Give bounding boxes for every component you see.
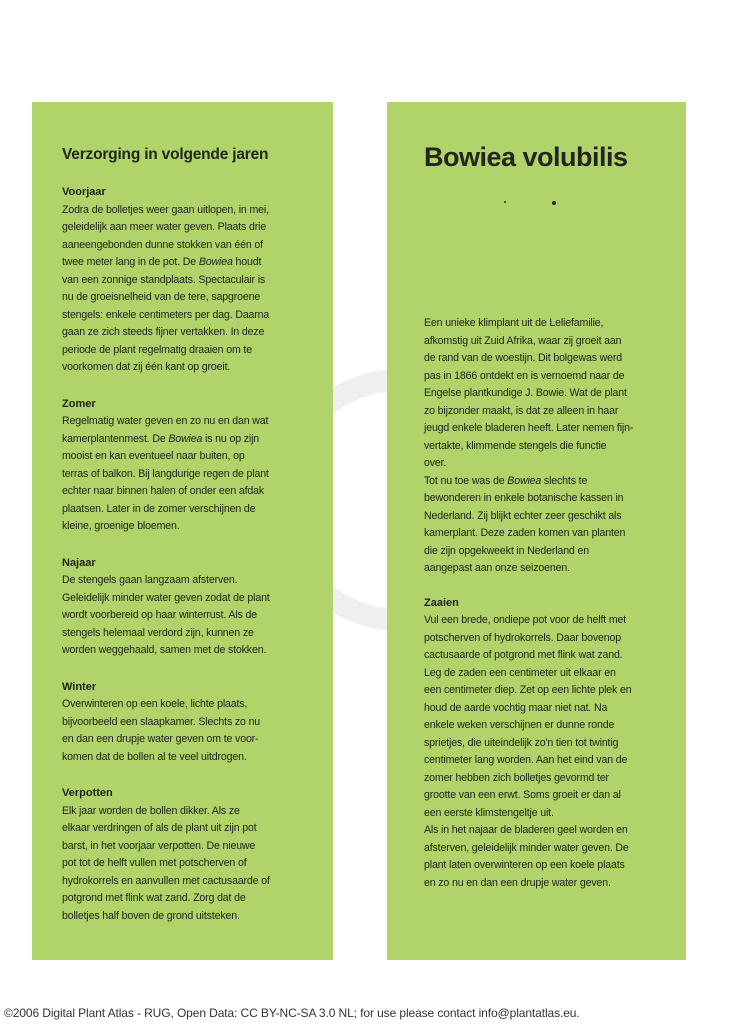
section-body: Regelmatig water geven en zo nu en dan wat kamerplantenmest. De Bowiea is nu op zijn mooist en kan eventueel naar buiten, op terras of balkon. Bij langdurige regen de plant echter naar binnen halen of onder een afdak plaatsen. Later in de zomer verschijnen de kleine, groenige bloemen.: [62, 415, 269, 532]
seed-dots: [424, 195, 656, 207]
section-heading: Najaar: [62, 556, 96, 569]
section-body: Overwinteren op een koele, lichte plaats, bijvoorbeeld een slaapkamer. Slechts zo nu en dan een drupje water geven om te voor- komen dat de bollen al te veel uitdrogen.: [62, 698, 261, 763]
section-heading: Winter: [62, 680, 97, 693]
section-heading: Zomer: [62, 397, 96, 410]
section-body: Elk jaar worden de bollen dikker. Als ze elkaar verdringen of als de plant uit zijn pot barst, in het voorjaar verpotten. De nieuwe pot tot de helft vullen met potscherven of hydrokorrels en aanvullen met cactusaarde of potgrond met flink wat zand. Zorg dat de bolletjes half boven de grond uitsteken.: [62, 804, 270, 922]
section-heading-zaaien: Zaaien: [424, 596, 459, 609]
intro-text: Een unieke klimplant uit de Leliefamilie, afkomstig uit Zuid Afrika, waar zij groeit aan de rand van de woestijn. Dit bolgewas werd pas in 1866 ontdekt en is vernoemd naar de Engelse plantkundige J. Bowie. Wat de plant zo bijzonder maakt, is dat ze alleen in haar jeugd enkele bladeren heeft. Later nemen fijn- vertakte, klimmende stengels die functie over. Tot nu toe was de Bowiea slechts te bewonderen in enkele botanische kassen in Nederland. Zij blijkt echter zeer geschikt als kamerplant. Deze zaden komen van planten die zijn opgekweekt in Nederland en aangepast aan onze seizoenen.: [424, 317, 634, 574]
care-card: [32, 102, 333, 960]
section-heading: Verpotten: [62, 787, 113, 799]
section-body: Zodra de bolletjes weer gaan uitlopen, in mei, geleidelijk aan meer water geven. Plaats drie aaneengebonden dunne stokken van één of twee meter lang in de pot. De Bowiea houdt van een zonnige standplaats. Spectaculair is nu de groeisnelheid van de tere, sapgroene stengels: enkele centimeters per dag. Daarna gaan ze zich steeds fijner vertakken. In deze periode de plant regelmatig draaien om te voorkomen dat zij één kant op groeit.: [62, 203, 270, 373]
care-card-title: Verzorging in volgende jaren: [62, 146, 269, 163]
info-card-title: Bowiea volubilis: [424, 142, 628, 172]
section-heading: Voorjaar: [62, 186, 106, 198]
section-winter: [62, 679, 303, 767]
section-verpotten: [62, 785, 303, 925]
zaaien-text: Vul een brede, ondiepe pot voor de helft met potscherven of hydrokorrels. Daar bovenop cactusaarde of potgrond met flink wat zand. Leg de zaden een centimeter uit elkaar en een centimeter diep. Zet op een lichte plek en houd de aarde vochtig maar niet nat. Na enkele weken verschijnen er dunne ronde sprietjes, die uiteindelijk zo'n tien tot twintig centimeter lang worden. Aan het eind van de zomer hebben zich bolletjes gevormd ter grootte van een erwt. Soms groeit er dan al een eerste klimstengeltje uit. Als in het najaar de bladeren geel worden en afsterven, geleidelijk minder water geven. De plant laten overwinteren op een koele plaats en zo nu en dan een drupje water geven.: [424, 614, 632, 889]
section-body: De stengels gaan langzaam afsterven. Geleidelijk minder water geven zodat de plant wordt voorbereid op haar winterrust. Als de stengels helemaal verdord zijn, kunnen ze worden weggehaald, samen met de stokken.: [62, 574, 270, 656]
section-najaar: [62, 555, 303, 660]
info-card: [387, 102, 686, 960]
section-zomer: [62, 396, 303, 536]
section-voorjaar: [62, 184, 303, 377]
copyright-footer: ©2006 Digital Plant Atlas - RUG, Open Data: CC BY-NC-SA 3.0 NL; for use please contact info@plantatlas.eu.: [4, 1006, 580, 1020]
